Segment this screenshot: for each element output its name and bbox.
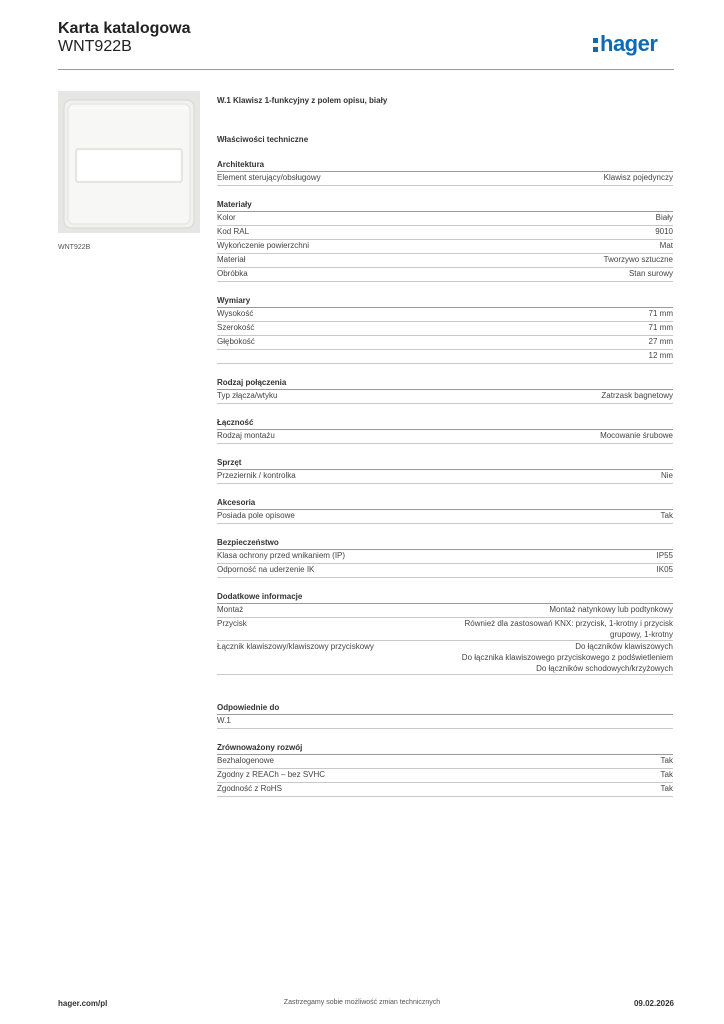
property-value-line: 71 mm <box>648 323 673 332</box>
property-label: Obróbka <box>217 269 248 278</box>
hager-logo <box>592 27 674 57</box>
section <box>217 498 673 524</box>
property-value <box>661 470 673 483</box>
section-heading: Wymiary <box>217 296 673 308</box>
property-label: Przeziernik / kontrolka <box>217 471 296 480</box>
property-value-line: Do łączników schodowych/krzyżowych <box>536 664 673 673</box>
property-label: Materiał <box>217 255 246 264</box>
section-heading: Łączność <box>217 418 673 430</box>
property-value-line: IP55 <box>656 551 673 560</box>
property-row <box>217 604 673 618</box>
property-label: W.1 <box>217 716 231 725</box>
technical-sheet <box>217 95 673 797</box>
switch-product-picture <box>58 91 200 233</box>
property-row <box>217 769 673 783</box>
property-label: Szerokość <box>217 323 255 332</box>
property-label: Zgodny z REACh – bez SVHC <box>217 770 326 779</box>
property-row <box>217 618 673 641</box>
property-value-line: IK05 <box>656 565 673 574</box>
property-row <box>217 212 673 226</box>
property-row <box>217 470 673 484</box>
property-row <box>217 226 673 240</box>
properties-list <box>217 160 673 797</box>
property-label: Element sterujący/obsługowy <box>217 173 321 182</box>
property-value <box>464 618 673 640</box>
property-row <box>217 641 673 675</box>
property-label: Głębokość <box>217 337 255 346</box>
section-heading: Bezpieczeństwo <box>217 538 673 550</box>
property-row <box>217 783 673 797</box>
image-caption: WNT922B <box>58 244 91 251</box>
property-value <box>655 226 673 239</box>
section <box>217 458 673 484</box>
section <box>217 378 673 404</box>
section-heading: Akcesoria <box>217 498 673 510</box>
section <box>217 418 673 444</box>
property-row <box>217 564 673 578</box>
property-value-line: Tak <box>660 511 673 520</box>
property-row <box>217 240 673 254</box>
property-row <box>217 350 673 364</box>
property-value-line: Biały <box>655 213 673 222</box>
property-value-line: Mocowanie śrubowe <box>600 431 673 440</box>
property-label: Przycisk <box>217 619 247 628</box>
product-code: WNT922B <box>58 38 132 55</box>
property-value <box>649 308 673 321</box>
property-row <box>217 390 673 404</box>
header-divider <box>58 69 674 70</box>
property-value-line: Również dla zastosowań KNX: przycisk, 1-krotny i przycisk <box>464 619 673 628</box>
document-title: Karta katalogowa <box>58 20 191 37</box>
section <box>217 592 673 675</box>
property-row <box>217 336 673 350</box>
section <box>217 743 673 797</box>
property-value <box>656 212 673 225</box>
property-value <box>661 510 673 523</box>
property-row <box>217 755 673 769</box>
property-row <box>217 322 673 336</box>
property-value <box>657 550 673 563</box>
product-description: W.1 Klawisz 1-funkcyjny z polem opisu, biały <box>217 96 388 105</box>
property-row <box>217 308 673 322</box>
section-heading: Materiały <box>217 200 673 212</box>
section <box>217 296 673 364</box>
section <box>217 160 673 186</box>
property-label: Posiada pole opisowe <box>217 511 295 520</box>
property-value <box>549 604 673 617</box>
property-value <box>604 172 673 185</box>
section-heading: Zrównoważony rozwój <box>217 743 673 755</box>
property-value <box>661 755 673 768</box>
property-value-line: Do łączników klawiszowych <box>575 642 673 651</box>
property-value <box>462 641 673 674</box>
property-value <box>660 240 673 253</box>
property-value-line: Tak <box>660 770 673 779</box>
property-row <box>217 430 673 444</box>
property-label: Łącznik klawiszowy/klawiszowy przyciskowy <box>217 642 374 651</box>
property-label: Kod RAL <box>217 227 250 236</box>
property-value-line: 27 mm <box>648 337 673 346</box>
section <box>217 538 673 578</box>
property-value-line: grupowy, 1-krotny <box>610 630 673 639</box>
section-heading: Odpowiednie do <box>217 703 673 715</box>
section-heading: Sprzęt <box>217 458 673 470</box>
section <box>217 703 673 729</box>
property-value-line: Mat <box>659 241 673 250</box>
property-value <box>661 783 673 796</box>
property-label: Montaż <box>217 605 244 614</box>
property-row <box>217 254 673 268</box>
property-row <box>217 268 673 282</box>
property-row <box>217 715 673 729</box>
property-value-line: Zatrzask bagnetowy <box>601 391 673 400</box>
property-value <box>600 430 673 443</box>
footer-date: 09.02.2026 <box>633 999 674 1008</box>
property-value <box>661 769 673 782</box>
property-value-line: Montaż natynkowy lub podtynkowy <box>549 605 673 614</box>
property-value-line: Tak <box>660 784 673 793</box>
property-value-line: Nie <box>660 471 673 480</box>
property-row <box>217 510 673 524</box>
property-label: Bezhalogenowe <box>217 756 274 765</box>
property-value <box>649 336 673 349</box>
property-value-line: Stan surowy <box>628 269 673 278</box>
section-heading: Dodatkowe informacje <box>217 592 673 604</box>
property-value-line: Do łącznika klawiszowego przyciskowego z podświetleniem <box>461 653 673 662</box>
property-label: Zgodność z RoHS <box>217 784 282 793</box>
property-value-line: Tak <box>660 756 673 765</box>
section-heading: Rodzaj połączenia <box>217 378 673 390</box>
property-value-line: 12 mm <box>648 351 673 360</box>
technical-properties-heading: Właściwości techniczne <box>217 135 309 144</box>
property-row <box>217 172 673 186</box>
property-label: Rodzaj montażu <box>217 431 275 440</box>
property-value <box>649 350 673 363</box>
property-label: Klasa ochrony przed wnikaniem (IP) <box>217 551 346 560</box>
svg-text:hager: hager <box>600 31 658 56</box>
property-value <box>649 322 673 335</box>
property-value-line: 9010 <box>655 227 673 236</box>
footer-disclaimer: Zastrzegamy sobie możliwość zmian technicznych <box>283 999 441 1006</box>
property-value <box>604 254 673 267</box>
property-label: Odporność na uderzenie IK <box>217 565 315 574</box>
property-value-line: 71 mm <box>648 309 673 318</box>
property-label: Typ złącza/wtyku <box>217 391 278 400</box>
section-heading: Architektura <box>217 160 673 172</box>
property-row <box>217 550 673 564</box>
property-value-line: Klawisz pojedynczy <box>603 173 673 182</box>
property-label: Wysokość <box>217 309 254 318</box>
property-value-line: Tworzywo sztuczne <box>603 255 673 264</box>
property-label: Wykończenie powierzchni <box>217 241 309 250</box>
property-value <box>629 268 673 281</box>
property-value <box>601 390 673 403</box>
product-image <box>58 91 200 233</box>
property-value <box>657 564 673 577</box>
property-label: Kolor <box>217 213 236 222</box>
footer-website[interactable]: hager.com/pl <box>58 999 108 1008</box>
section <box>217 200 673 282</box>
